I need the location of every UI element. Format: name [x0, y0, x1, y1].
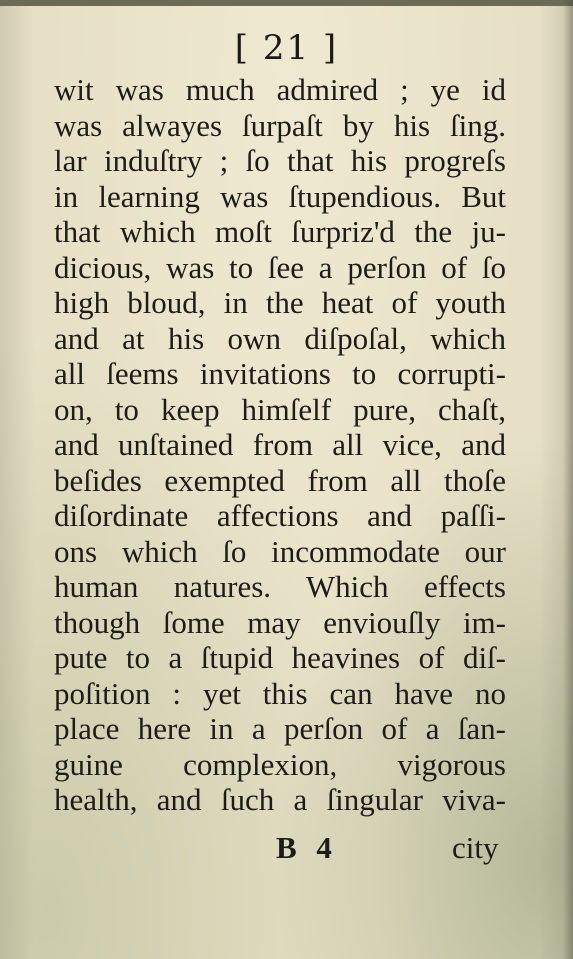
text-line: all ſeems invitations to corrupti- [54, 356, 506, 391]
text-line: and at his own diſpoſal, which [54, 320, 506, 356]
text-line: lar induſtry ; ſo that his progreſs [54, 143, 506, 178]
text-line: was alwayes ſurpaſt by his ſing. [54, 107, 506, 143]
text-line: health, and ſuch a ſingular viva- [54, 782, 506, 817]
text-line: on, to keep himſelf pure, chaſt, [54, 391, 506, 427]
text-line: guine complexion, vigorous [54, 746, 506, 782]
page-number-header: [ 21 ] [234, 28, 339, 68]
text-line: beſides exempted from all thoſe [54, 462, 506, 498]
text-line: and unſtained from all vice, and [54, 427, 506, 462]
page-gutter-shadow [563, 0, 573, 959]
text-line: diſordinate affections and paſſi- [54, 498, 506, 533]
signature-mark: B 4 [276, 830, 338, 865]
page-footer [0, 830, 573, 870]
text-line: that which moſt ſurpriz'd the ju- [54, 214, 506, 249]
text-line: poſition : yet this can have no [54, 675, 506, 711]
text-line: dicious, was to ſee a perſon of ſo [54, 249, 506, 285]
text-line: place here in a perſon of a ſan- [54, 711, 506, 746]
text-line: wit was much admired ; ye id [54, 72, 506, 107]
text-line: ons which ſo incommodate our [54, 533, 506, 569]
text-line: pute to a ſtupid heavines of diſ- [54, 640, 506, 675]
text-line: in learning was ſtupendious. But [54, 178, 506, 214]
text-line: human natures. Which effects [54, 569, 506, 604]
page-top-edge [0, 0, 573, 6]
catchword: city [452, 830, 499, 865]
text-line: high bloud, in the heat of youth [54, 285, 506, 320]
text-line: though ſome may enviouſly im- [54, 604, 506, 640]
body-text [54, 72, 506, 818]
